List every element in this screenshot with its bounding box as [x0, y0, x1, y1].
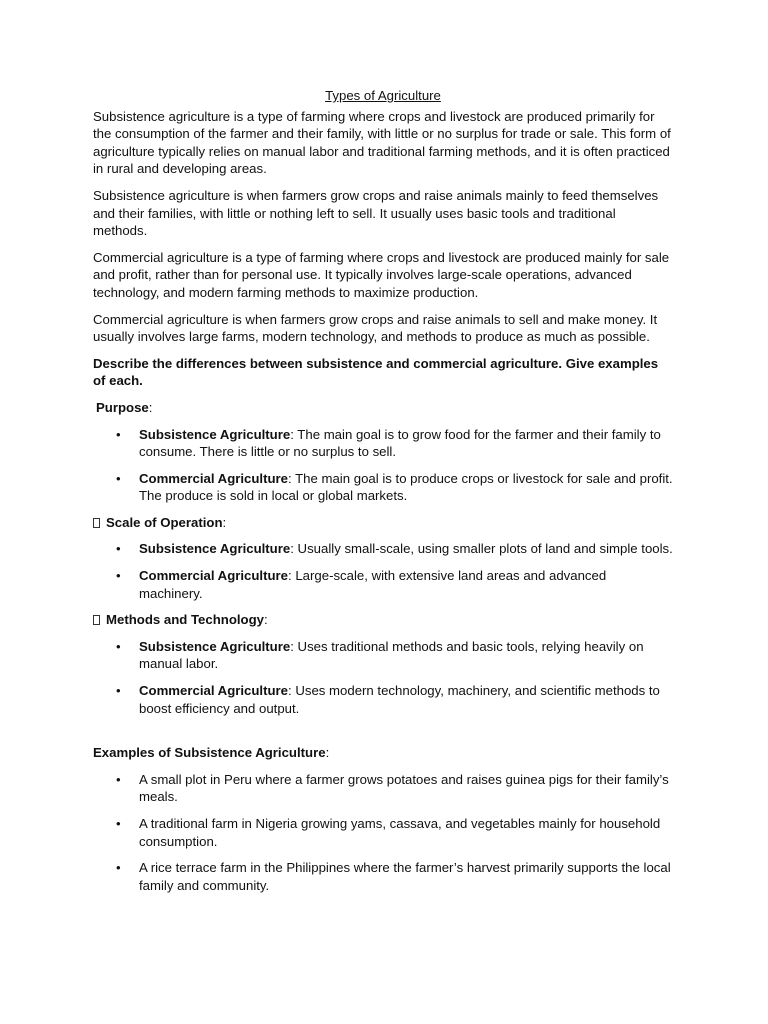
section-heading-purpose: [93, 399, 673, 417]
document-title: Types of Agriculture: [325, 88, 441, 103]
list-item: [93, 426, 673, 461]
bullet-icon: •: [116, 771, 121, 787]
bullet-icon: •: [116, 816, 121, 831]
item-label: Subsistence Agriculture: [139, 638, 291, 654]
list-item: [93, 567, 673, 602]
item-label: Subsistence Agriculture: [139, 541, 291, 557]
item-label: Commercial Agriculture: [139, 470, 289, 486]
list-item: [93, 470, 673, 505]
paragraph: Subsistence agriculture is a type of farming where crops and livestock are produced primarily for the consumption of the farmer and their family, with little or no surplus for trade or sale. This form of agriculture typically relies on manual labor and traditional farming methods, and it is often practiced in rural and developing areas.: [93, 108, 671, 177]
document-page: [93, 87, 673, 903]
item-text: : Uses traditional methods and basic tools, relying heavily on manual labor.: [139, 638, 644, 672]
item-label: Subsistence Agriculture: [139, 426, 291, 442]
question-heading: Describe the differences between subsistence and commercial agriculture. Give examples of each.: [93, 355, 659, 389]
list-item: [93, 771, 673, 806]
list-item: [93, 859, 673, 894]
item-text: : Large-scale, with extensive land areas and advanced machinery.: [139, 568, 607, 601]
item-text: : Uses modern technology, machinery, and scientific methods to boost efficiency and output.: [139, 683, 660, 716]
item-text: : The main goal is to produce crops or livestock for sale and profit. The produce is sold in local or global markets.: [139, 470, 673, 504]
scale-list: [93, 540, 673, 602]
list-item: [93, 815, 673, 850]
bullet-icon: •: [116, 426, 121, 442]
section-heading-label: Scale of Operation: [106, 514, 223, 530]
section-heading-label: Purpose: [96, 399, 149, 415]
examples-list: [93, 771, 673, 895]
example-text: A small plot in Peru where a farmer grows potatoes and raises guinea pigs for their family’s meals.: [139, 771, 669, 805]
bullet-icon: •: [116, 638, 121, 654]
section-heading-label: Methods and Technology: [106, 612, 265, 628]
paragraph: Commercial agriculture is a type of farming where crops and livestock are produced mainly for sale and profit, rather than for personal use. It typically involves large-scale operations, advanced technology, and modern farming methods to maximize production.: [93, 249, 670, 300]
bullet-icon: •: [116, 860, 121, 876]
item-label: Commercial Agriculture: [139, 568, 289, 584]
bullet-icon: •: [116, 568, 121, 584]
bullet-icon: •: [116, 683, 121, 699]
section-heading-methods: [93, 611, 673, 629]
item-text: : Usually small-scale, using smaller plots of land and simple tools.: [290, 541, 673, 557]
paragraph: Commercial agriculture is when farmers grow crops and raise animals to sell and make money. It usually involves large farms, modern technology, and methods to produce as much as possible.: [93, 311, 658, 345]
list-item: [93, 638, 673, 673]
examples-heading-label: Examples of Subsistence Agriculture: [93, 745, 326, 761]
examples-heading: [93, 744, 673, 762]
examples-heading-colon: :: [325, 745, 330, 761]
bullet-icon: •: [116, 541, 121, 557]
missing-glyph-icon: [93, 518, 100, 528]
item-text: : The main goal is to grow food for the farmer and their family to consume. There is little or no surplus to sell.: [139, 426, 661, 460]
purpose-list: [93, 426, 673, 505]
example-text: A traditional farm in Nigeria growing yams, cassava, and vegetables mainly for household consumption.: [139, 816, 661, 849]
item-label: Commercial Agriculture: [139, 683, 289, 699]
missing-glyph-icon: [93, 615, 100, 625]
spacer: [93, 726, 673, 744]
methods-list: [93, 638, 673, 717]
section-heading-colon: :: [222, 514, 227, 530]
section-heading-scale: [93, 514, 673, 532]
section-heading-colon: :: [264, 612, 268, 628]
example-text: A rice terrace farm in the Philippines where the farmer’s harvest primarily supports the local family and community.: [139, 860, 671, 893]
list-item: [93, 682, 673, 717]
paragraph: Subsistence agriculture is when farmers grow crops and raise animals mainly to feed themselves and their families, with little or nothing left to sell. It usually uses basic tools and traditional methods.: [93, 187, 659, 239]
list-item: [93, 540, 673, 558]
section-heading-colon: :: [148, 399, 153, 415]
bullet-icon: •: [116, 470, 121, 486]
